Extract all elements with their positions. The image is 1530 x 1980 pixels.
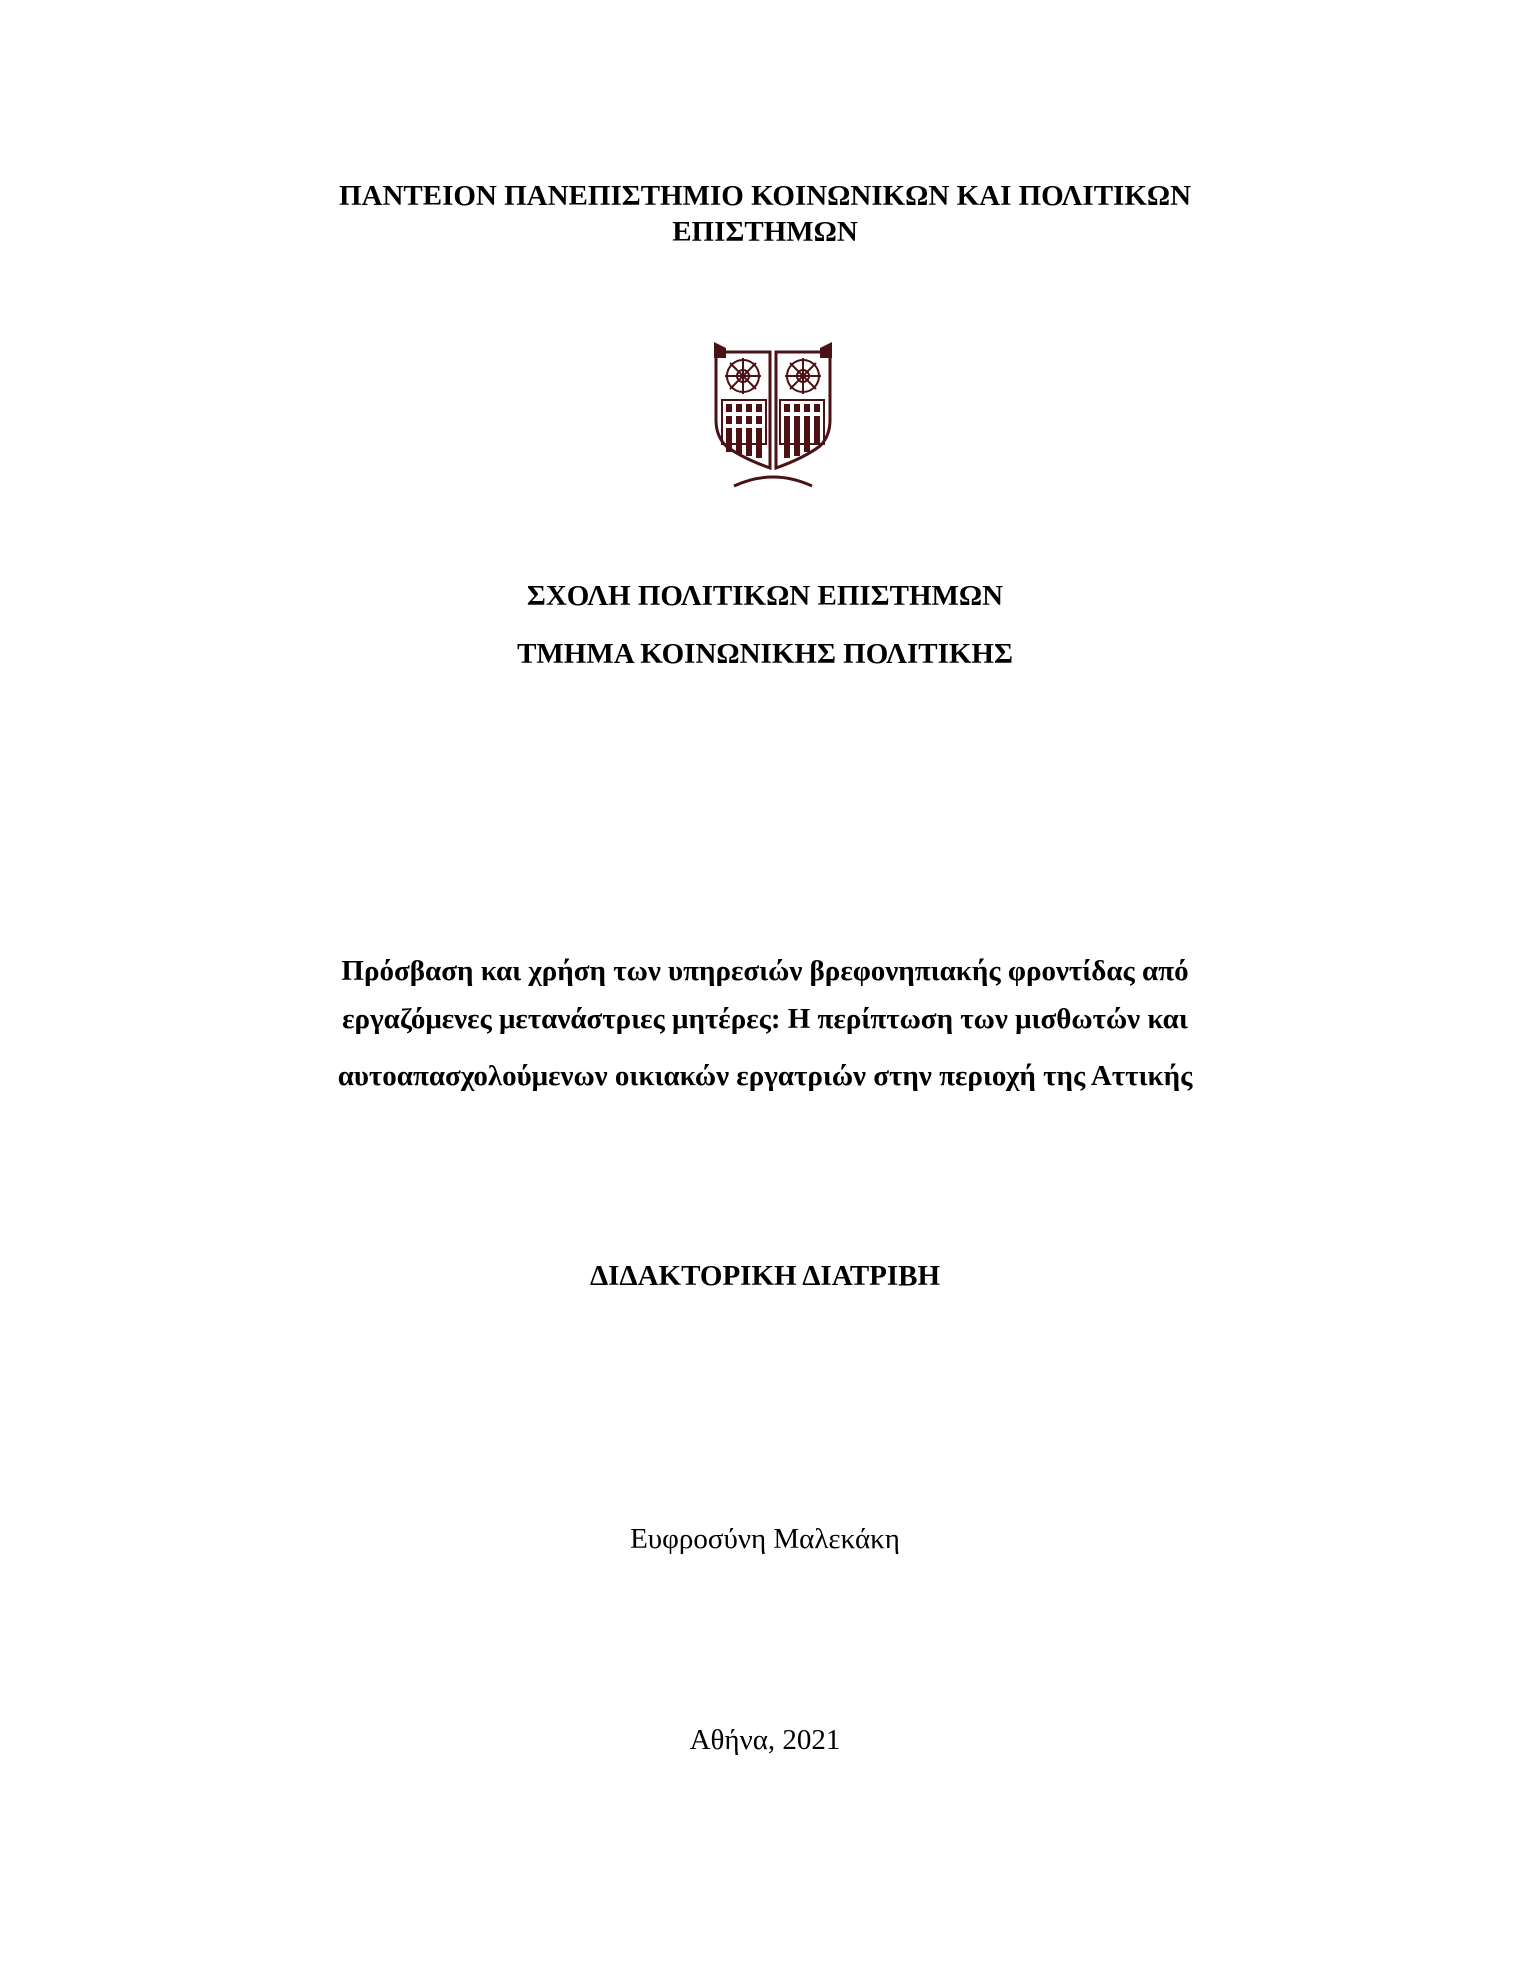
place-and-date: Αθήνα, 2021	[689, 1724, 841, 1756]
university-name-line1: ΠΑΝΤΕΙΟΝ ΠΑΝΕΠΙΣΤΗΜΙΟ ΚΟΙΝΩΝΙΚΩΝ ΚΑΙ ΠΟΛΙΤΙΚΩΝ	[338, 180, 1192, 212]
university-name-line2: ΕΠΙΣΤΗΜΩΝ	[672, 216, 858, 248]
thesis-title-line2: εργαζόμενες μετανάστριες μητέρες: Η περίπτωση των μισθωτών και	[342, 1003, 1188, 1035]
university-emblem-icon	[712, 340, 834, 490]
thesis-title-line1: Πρόσβαση και χρήση των υπηρεσιών βρεφονηπιακής φροντίδας από	[341, 955, 1189, 987]
school-name: ΣΧΟΛΗ ΠΟΛΙΤΙΚΩΝ ΕΠΙΣΤΗΜΩΝ	[526, 580, 1004, 612]
document-type: ΔΙΔΑΚΤΟΡΙΚΗ ΔΙΑΤΡΙΒΗ	[589, 1260, 941, 1292]
department-name: ΤΜΗΜΑ ΚΟΙΝΩΝΙΚΗΣ ΠΟΛΙΤΙΚΗΣ	[517, 638, 1013, 670]
emblem-svg	[712, 340, 834, 490]
thesis-title-line3: αυτοαπασχολούμενων οικιακών εργατριών στην περιοχή της Αττικής	[337, 1060, 1193, 1092]
university-name	[0, 178, 1530, 250]
author-name: Ευφροσύνη Μαλεκάκη	[630, 1523, 900, 1555]
